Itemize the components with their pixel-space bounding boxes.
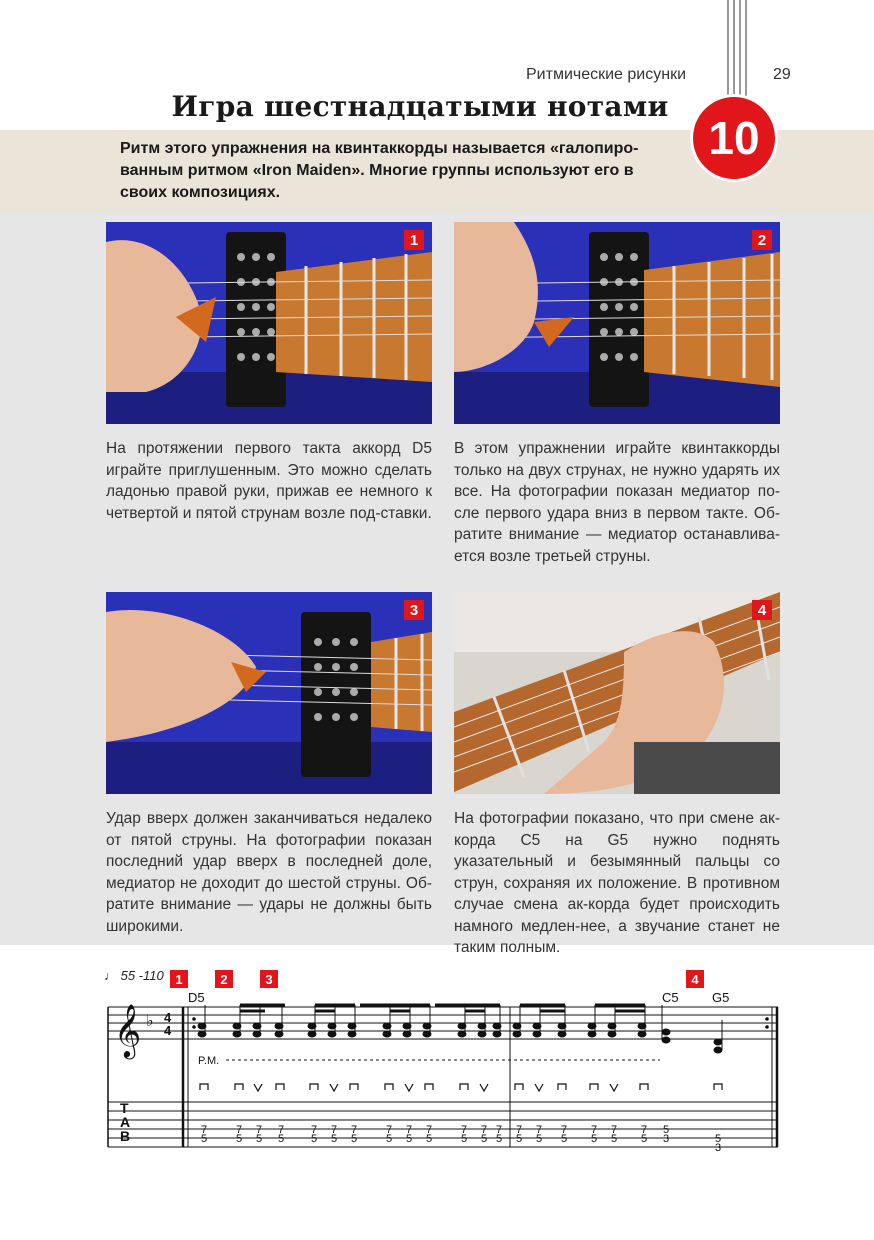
tab-fret: 7 [460, 1124, 468, 1136]
section-title: Ритмические рисунки [526, 66, 686, 83]
tempo-marking: ♩ 55 -110 [104, 968, 164, 983]
tab-fret: 5 [610, 1133, 618, 1145]
step-marker-3: 3 [260, 970, 278, 988]
tab-fret: 5 [662, 1124, 670, 1136]
tab-fret: 7 [310, 1124, 318, 1136]
step-marker-4: 4 [686, 970, 704, 988]
tab-fret: 5 [714, 1133, 722, 1145]
chord-label-c5: C5 [662, 990, 679, 1005]
tab-fret: 5 [200, 1133, 208, 1145]
tab-fret: 7 [330, 1124, 338, 1136]
tab-fret: 7 [495, 1124, 503, 1136]
lesson-title: Игра шестнадцатыми нотами [171, 90, 669, 123]
tab-fret: 7 [350, 1124, 358, 1136]
tab-fret: 5 [590, 1133, 598, 1145]
step-number-badge: 2 [752, 230, 772, 250]
chord-label-d5: D5 [188, 990, 205, 1005]
tab-fret: 5 [350, 1133, 358, 1145]
tab-fret: 7 [235, 1124, 243, 1136]
tab-fret: 5 [405, 1133, 413, 1145]
tab-fret: 7 [405, 1124, 413, 1136]
tab-fret: 5 [310, 1133, 318, 1145]
tab-fret: 7 [610, 1124, 618, 1136]
step-caption-3: Удар вверх должен заканчиваться недалеко от пятой струны. На фотографии показан последний удар вверх в последней доле, медиатор не доходит до шестой струны. Об-ратите внимание — удары не должны быть широкими. [106, 810, 432, 935]
step-photo-1 [106, 222, 432, 424]
step-caption-1: На протяжении первого такта аккорд D5 играйте приглушенным. Это можно сделать ладонью правой руки, прижав ее немного к четвертой и пятой струнам возле под-ставки. [106, 440, 432, 522]
tab-fret: 7 [515, 1124, 523, 1136]
tab-fret: 7 [590, 1124, 598, 1136]
tab-letter-b: B [120, 1128, 131, 1144]
svg-text:♭: ♭ [146, 1011, 154, 1030]
tab-fret: 7 [640, 1124, 648, 1136]
tab-fret: 3 [662, 1133, 670, 1145]
svg-text:4: 4 [164, 1023, 172, 1038]
tab-letter-t: T [120, 1100, 129, 1116]
svg-text:4: 4 [164, 1010, 172, 1025]
step-caption-4: На фотографии показано, что при смене ак-корда C5 на G5 нужно поднять указательный и безымянный пальцы со струн, сохраняя их положение. В противном случае смена ак-корда будет происходить намного медлен-нее, а звучание станет не таким полным. [454, 810, 780, 956]
step-photo-3 [106, 592, 432, 794]
tab-fret: 5 [560, 1133, 568, 1145]
tab-letter-a: A [120, 1114, 131, 1130]
tab-fret: 5 [385, 1133, 393, 1145]
lesson-number-badge: 10 [690, 94, 778, 182]
tab-fret: 5 [640, 1133, 648, 1145]
page-number: 29 [773, 66, 791, 83]
step-number-badge: 1 [404, 230, 424, 250]
step-marker-1: 1 [170, 970, 188, 988]
chord-label-g5: G5 [712, 990, 730, 1005]
tab-fret: 5 [425, 1133, 433, 1145]
step-photo-4 [454, 592, 780, 794]
step-number-badge: 4 [752, 600, 772, 620]
tab-fret: 7 [480, 1124, 488, 1136]
tab-fret: 5 [255, 1133, 263, 1145]
tab-fret: 7 [425, 1124, 433, 1136]
tab-fret: 5 [235, 1133, 243, 1145]
music-notation [100, 960, 790, 1160]
tab-fret: 7 [560, 1124, 568, 1136]
tab-fret: 7 [200, 1124, 208, 1136]
tab-fret: 5 [277, 1133, 285, 1145]
palm-mute-label: P.M. [198, 1055, 220, 1067]
tab-fret: 3 [714, 1142, 722, 1154]
step-marker-2: 2 [215, 970, 233, 988]
step-photo-2 [454, 222, 780, 424]
step-caption-2: В этом упражнении играйте квинтаккорды только на двух струнах, не нужно ударять их все. На фотографии показан медиатор по-сле первого удара вниз в первом такте. Об-ратите внимание — медиатор останавлива-ется возле третьей струны. [454, 440, 780, 565]
tab-fret: 5 [330, 1133, 338, 1145]
tab-fret: 7 [277, 1124, 285, 1136]
tab-fret: 7 [385, 1124, 393, 1136]
tab-fret: 7 [255, 1124, 263, 1136]
step-number-badge: 3 [404, 600, 424, 620]
intro-text: Ритм этого упражнения на квинтаккорды называется «галопиро-ванным ритмом «Iron Maiden». Многие группы используют его в своих композициях. [120, 140, 639, 201]
svg-text:𝄞: 𝄞 [114, 1003, 142, 1057]
tab-fret: 5 [535, 1133, 543, 1145]
tab-fret: 5 [480, 1133, 488, 1145]
tab-fret: 5 [460, 1133, 468, 1145]
tab-fret: 5 [495, 1133, 503, 1145]
tab-fret: 7 [535, 1124, 543, 1136]
tab-fret: 5 [515, 1133, 523, 1145]
